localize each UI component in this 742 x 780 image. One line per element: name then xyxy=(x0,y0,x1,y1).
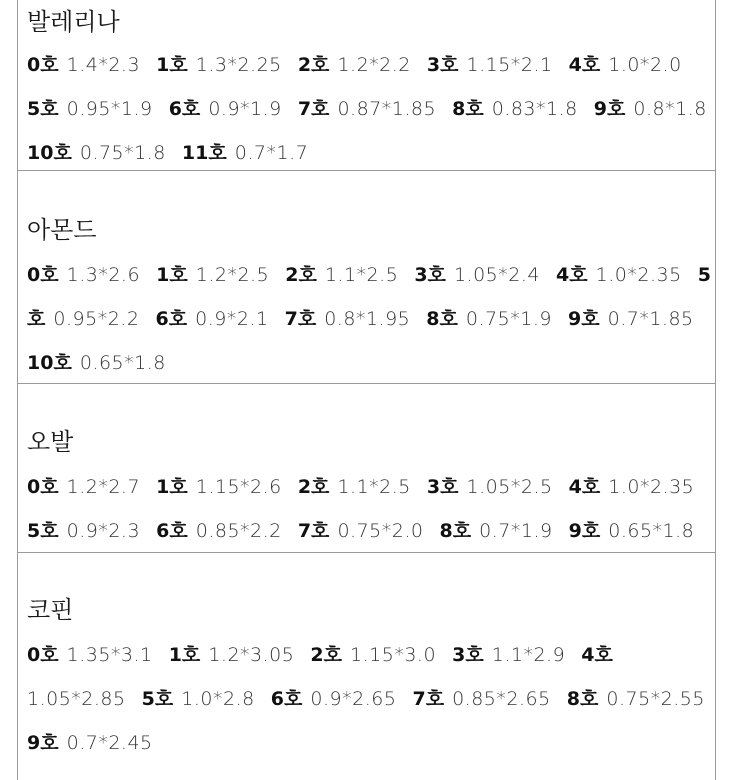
size-line xyxy=(27,687,715,711)
size-number: 8호 xyxy=(452,98,484,120)
size-number: 6호 xyxy=(155,308,188,330)
size-number: 0호 xyxy=(27,54,59,76)
size-number: 4호 xyxy=(581,644,613,666)
size-value: 0.7*1.7 xyxy=(234,142,309,164)
size-number: 10호 xyxy=(27,142,72,164)
size-number: 0호 xyxy=(27,476,59,498)
size-value: 0.65*1.8 xyxy=(79,352,166,374)
size-line xyxy=(27,351,176,375)
size-number: 1호 xyxy=(168,644,201,666)
size-line xyxy=(27,97,717,121)
size-number: 7호 xyxy=(284,308,317,330)
section-title: 아몬드 xyxy=(27,216,97,244)
size-number: 2호 xyxy=(297,476,330,498)
size-value: 1.15*2.6 xyxy=(195,476,282,498)
size-line xyxy=(27,731,163,755)
size-value: 0.9*1.9 xyxy=(208,98,282,120)
size-value: 1.35*3.1 xyxy=(66,644,153,666)
section-title: 발레리나 xyxy=(27,8,120,36)
size-value: 1.2*3.05 xyxy=(208,644,295,666)
size-number: 0호 xyxy=(27,644,59,666)
size-number: 8호 xyxy=(566,688,599,710)
size-value: 1.2*2.5 xyxy=(195,264,270,286)
size-value: 1.0*2.35 xyxy=(595,264,682,286)
size-line xyxy=(27,141,318,165)
size-number: 6호 xyxy=(156,520,188,542)
size-value: 0.7*1.9 xyxy=(479,520,553,542)
size-number: 9호 xyxy=(568,308,600,330)
size-number: 11호 xyxy=(181,142,227,164)
section-title: 오발 xyxy=(27,428,74,456)
size-line xyxy=(27,307,704,331)
size-value: 1.2*2.2 xyxy=(337,54,411,76)
size-number: 7호 xyxy=(297,98,330,120)
size-value: 1.0*2.35 xyxy=(608,476,695,498)
size-value: 0.85*2.2 xyxy=(195,520,282,542)
size-number: 2호 xyxy=(310,644,342,666)
size-number: 9호 xyxy=(27,732,59,754)
size-value: 0.8*1.95 xyxy=(324,308,411,330)
size-number: 호 xyxy=(27,308,46,330)
size-number: 3호 xyxy=(452,644,484,666)
size-number: 6호 xyxy=(270,688,303,710)
size-number: 4호 xyxy=(568,476,601,498)
size-value: 0.9*2.3 xyxy=(66,520,141,542)
size-value: 1.05*2.85 xyxy=(27,688,126,710)
size-number: 8호 xyxy=(439,520,472,542)
size-number: 6호 xyxy=(168,98,201,120)
size-value: 0.85*2.65 xyxy=(452,688,551,710)
size-number: 1호 xyxy=(156,264,188,286)
size-number: 5호 xyxy=(141,688,174,710)
size-value: 1.05*2.4 xyxy=(453,264,540,286)
section-oval xyxy=(17,384,716,552)
size-number: 8호 xyxy=(426,308,458,330)
size-number: 4호 xyxy=(556,264,588,286)
size-value: 1.15*2.1 xyxy=(466,54,553,76)
size-number: 5 xyxy=(697,264,711,286)
size-value: 0.75*2.0 xyxy=(337,520,424,542)
size-value: 1.2*2.7 xyxy=(66,476,141,498)
size-number: 3호 xyxy=(426,54,459,76)
size-value: 1.0*2.0 xyxy=(608,54,682,76)
size-number: 5호 xyxy=(27,520,59,542)
size-line xyxy=(27,53,692,77)
size-value: 0.83*1.8 xyxy=(491,98,578,120)
size-value: 1.1*2.9 xyxy=(491,644,566,666)
size-value: 0.75*1.8 xyxy=(79,142,166,164)
section-coffin xyxy=(17,553,716,754)
size-value: 0.9*2.65 xyxy=(310,688,397,710)
size-value: 1.1*2.5 xyxy=(337,476,411,498)
size-value: 0.9*2.1 xyxy=(195,308,269,330)
size-number: 5호 xyxy=(27,98,59,120)
size-number: 4호 xyxy=(568,54,601,76)
size-number: 1호 xyxy=(156,54,188,76)
size-number: 10호 xyxy=(27,352,72,374)
size-number: 1호 xyxy=(156,476,188,498)
size-value: 0.7*1.85 xyxy=(607,308,694,330)
size-value: 0.87*1.85 xyxy=(337,98,437,120)
size-number: 7호 xyxy=(297,520,330,542)
size-line xyxy=(27,643,615,667)
section-title: 코핀 xyxy=(27,596,74,624)
size-value: 0.75*1.9 xyxy=(465,308,552,330)
size-number: 3호 xyxy=(426,476,459,498)
size-number: 2호 xyxy=(297,54,330,76)
size-value: 1.4*2.3 xyxy=(66,54,141,76)
size-value: 0.95*2.2 xyxy=(53,308,140,330)
size-value: 0.95*1.9 xyxy=(66,98,153,120)
size-value: 1.3*2.25 xyxy=(195,54,282,76)
size-value: 0.7*2.45 xyxy=(66,732,153,754)
size-number: 3호 xyxy=(414,264,446,286)
size-value: 1.3*2.6 xyxy=(66,264,141,286)
size-number: 7호 xyxy=(412,688,445,710)
size-value: 1.15*3.0 xyxy=(350,644,437,666)
size-value: 1.05*2.5 xyxy=(466,476,553,498)
size-value: 0.75*2.55 xyxy=(606,688,705,710)
section-ballerina xyxy=(17,0,716,170)
size-line xyxy=(27,263,713,287)
size-line xyxy=(27,519,704,543)
section-almond xyxy=(17,171,716,383)
size-number: 9호 xyxy=(593,98,626,120)
size-value: 0.65*1.8 xyxy=(608,520,695,542)
size-value: 0.8*1.8 xyxy=(633,98,707,120)
size-number: 9호 xyxy=(568,520,601,542)
size-value: 1.0*2.8 xyxy=(181,688,255,710)
size-number: 0호 xyxy=(27,264,59,286)
size-value: 1.1*2.5 xyxy=(324,264,399,286)
size-number: 2호 xyxy=(285,264,317,286)
size-line xyxy=(27,475,704,499)
